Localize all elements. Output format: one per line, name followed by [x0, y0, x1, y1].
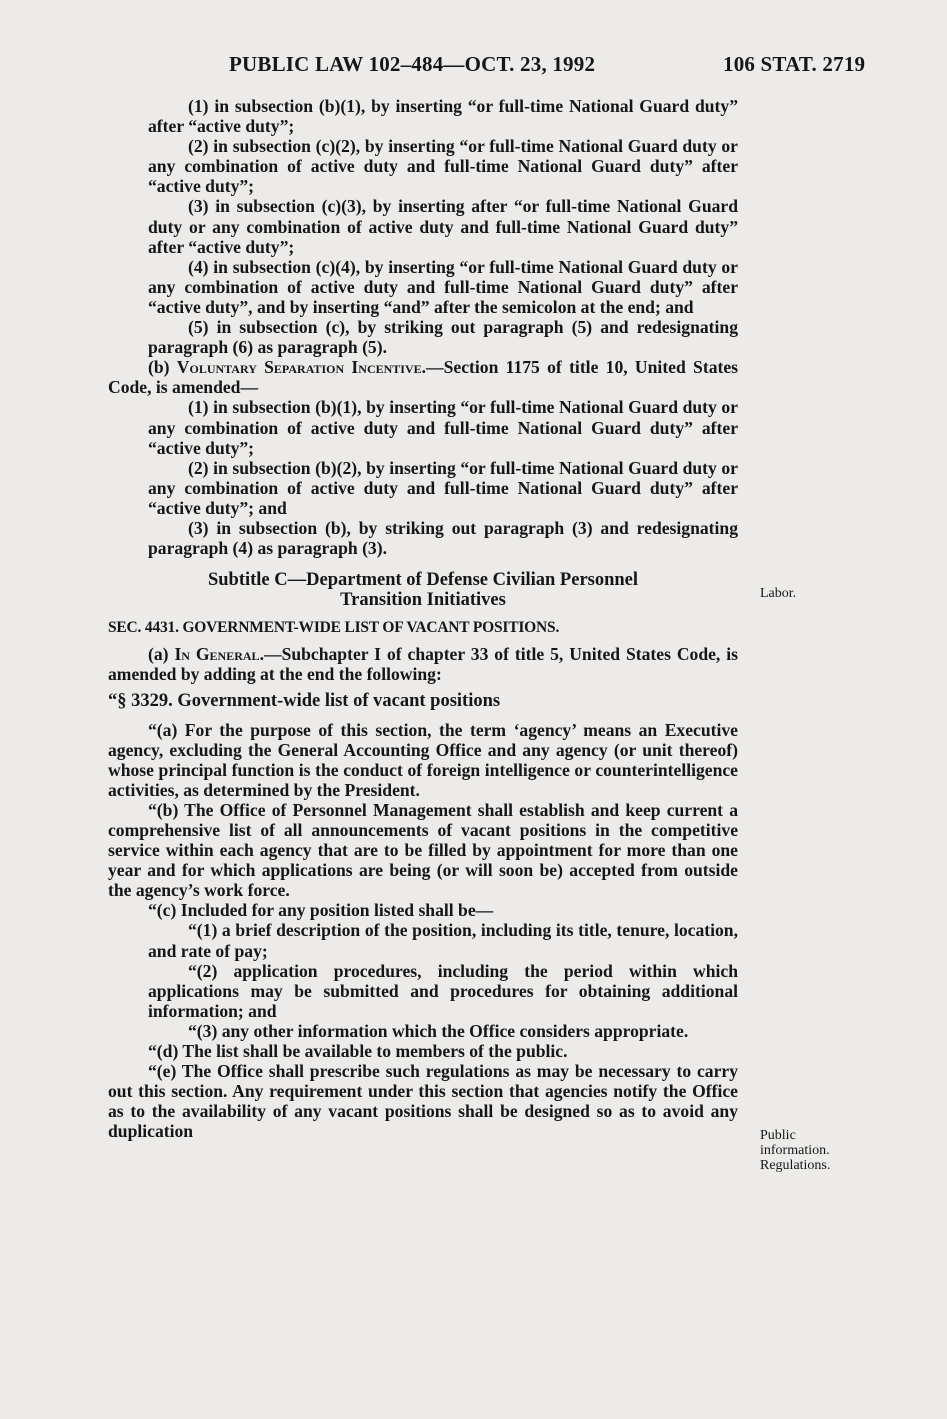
margin-note-public: Public — [760, 1128, 796, 1143]
in-general-heading: In General. — [174, 644, 264, 665]
voluntary-text: —Section 1175 of title 10, United States Code, is amended— — [108, 357, 739, 398]
margin-note-labor: Labor. — [760, 586, 797, 601]
margin-note-public-information — [760, 1128, 880, 1173]
voluntary-heading: Voluntary Separation Incentive. — [176, 357, 427, 378]
quoted-subsection-d: “(d) The list shall be available to members of the public. — [148, 1041, 568, 1062]
subtitle-heading — [108, 570, 738, 610]
in-general-prefix: (a) — [148, 644, 175, 665]
margin-note-regulations: Regulations. — [760, 1158, 831, 1173]
paragraph-a4: (4) in subsection (c)(4), by inserting “or full-time National Guard duty or any combination of active duty and full-time National Guard duty” after “active duty”, and by inserting “and” after the semicolon at the end; and — [148, 256, 738, 317]
paragraph-a1: (1) in subsection (b)(1), by inserting “or full-time National Guard duty” after “active duty”; — [148, 96, 738, 137]
margin-note-information: information. — [760, 1143, 830, 1158]
in-general-text: —Subchapter I of chapter 33 of title 5, United States Code, is amended by adding at the end the following: — [108, 644, 738, 685]
header-stat-citation: 106 STAT. 2719 — [723, 52, 866, 76]
voluntary-separation-paragraph — [108, 357, 738, 397]
quoted-subsection-e: “(e) The Office shall prescribe such regulations as may be necessary to carry out this section. Any requirement under this section that agencies notify the Office as to the availability of any vacant positions shall be designed so as to avoid any duplication — [108, 1061, 738, 1142]
code-section-heading: “§ 3329. Government-wide list of vacant positions — [108, 691, 501, 712]
header-title: PUBLIC LAW 102–484—OCT. 23, 1992 — [229, 52, 596, 76]
quoted-subsection-a: “(a) For the purpose of this section, the term ‘agency’ means an Executive agency, excluding the General Accounting Office and any agency (or unit thereof) whose principal function is the conduct of foreign intelligence or counterintelligence activities, as determined by the President. — [108, 719, 738, 800]
quoted-subsection-b: “(b) The Office of Personnel Management shall establish and keep current a comprehensive list of all announcements of vacant positions in the competitive service within each agency that are to be filled by appointment for more than one year and for which applications are being (or will soon be) accepted from outside the agency’s work force. — [108, 799, 738, 901]
paragraph-b1: (1) in subsection (b)(1), by inserting “or full-time National Guard duty or any combination of active duty and full-time National Guard duty” after “active duty”; — [148, 397, 738, 458]
quoted-c-item-2: “(2) application procedures, including the period within which applications may be submitted and procedures for obtaining additional information; and — [148, 960, 738, 1021]
paragraph-b2: (2) in subsection (b)(2), by inserting “or full-time National Guard duty or any combination of active duty and full-time National Guard duty” after “active duty”; and — [148, 457, 738, 518]
paragraph-a5: (5) in subsection (c), by striking out paragraph (5) and redesignating paragraph (6) as paragraph (5). — [148, 317, 738, 358]
subtitle-line1: Subtitle C—Department of Defense Civilian Personnel — [207, 570, 639, 591]
quoted-c-item-1: “(1) a brief description of the position, including its title, tenure, location, and rate of pay; — [148, 920, 738, 961]
voluntary-prefix: (b) — [148, 357, 177, 378]
in-general-paragraph — [108, 644, 738, 684]
section-heading: SEC. 4431. GOVERNMENT-WIDE LIST OF VACANT POSITIONS. — [108, 619, 560, 637]
paragraph-a3: (3) in subsection (c)(3), by inserting after “or full-time National Guard duty or any combination of active duty and full-time National Guard duty” after “active duty”; — [148, 196, 738, 257]
paragraph-b3: (3) in subsection (b), by striking out paragraph (3) and redesignating paragraph (4) as paragraph (3). — [148, 517, 738, 559]
quoted-subsection-c: “(c) Included for any position listed shall be— — [148, 900, 494, 921]
subtitle-line2: Transition Initiatives — [340, 590, 506, 611]
paragraph-a2: (2) in subsection (c)(2), by inserting “or full-time National Guard duty or any combination of active duty and full-time National Guard duty” after “active duty”; — [148, 136, 738, 197]
quoted-c-item-3: “(3) any other information which the Office considers appropriate. — [188, 1020, 689, 1041]
body-text — [108, 96, 738, 1142]
